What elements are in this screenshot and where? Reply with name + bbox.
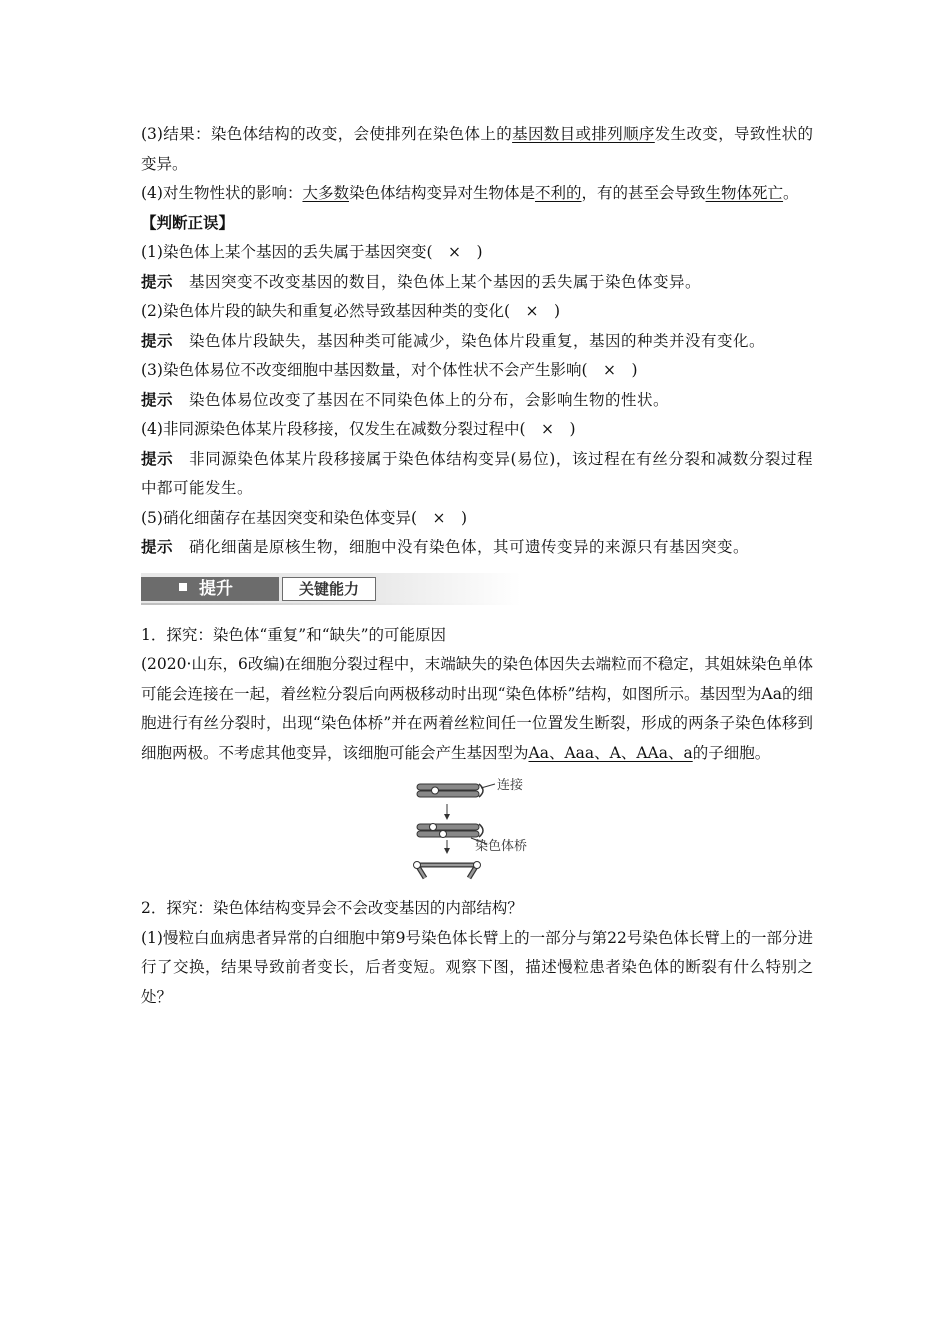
explore1-body: (2020·山东，6改编)在细胞分裂过程中，末端缺失的染色体因失去端粒而不稳定，其姐妹染色单体可能会连接在一起，着丝粒分裂后向两极移动时出现“染色体桥”结构，如图所示。基因型为Aa的细胞进行有丝分裂时，出现“染色体桥”并在两着丝粒间任一位置发生断裂，形成的两条子染色体移到细胞两极。不考虑其他变异，该细胞可能会产生基因型为Aa、Aaa、A、AAa、a的子细胞。 — [141, 655, 813, 762]
judge-list — [141, 238, 813, 563]
section-banner — [141, 573, 521, 605]
judge-hint: 提示 非同源染色体某片段移接属于染色体结构变异(易位)，该过程在有丝分裂和减数分裂过程中都可能发生。 — [141, 449, 813, 497]
blank-answer: 不利的 — [535, 184, 582, 202]
chromosome-bridge — [414, 862, 481, 879]
connect-leader — [481, 784, 495, 788]
blank-answer: 生物体死亡 — [705, 184, 784, 202]
explore2-title: 2．探究：染色体结构变异会不会改变基因的内部结构？ — [141, 899, 523, 917]
blank-answer: 基因数目或排列顺序 — [512, 125, 655, 143]
banner-left: 提升 — [141, 577, 279, 601]
judge-hint: 提示 染色体易位改变了基因在不同染色体上的分布，会影响生物的性状。 — [141, 390, 670, 409]
arrow-down-icon — [444, 804, 450, 820]
banner-divider — [141, 603, 521, 605]
judge-hint: 提示 染色体片段缺失，基因种类可能减少，染色体片段重复，基因的种类并没有变化。 — [141, 331, 766, 350]
blank-answer: 大多数 — [302, 184, 349, 202]
label-connect: 连接 — [497, 778, 524, 793]
section-title-judge: 【判断正误】 — [141, 213, 235, 232]
explore1-title: 1．探究：染色体“重复”和“缺失”的可能原因 — [141, 625, 447, 644]
label-bridge: 染色体桥 — [475, 839, 528, 854]
chromatid-pair-top — [417, 784, 483, 797]
explore2-body: (1)慢粒白血病患者异常的白细胞中第9号染色体长臂上的一部分与第22号染色体长臂上的一部分进行了交换，结果导致前者变长，后者变短。观察下图，描述慢粒患者染色体的断裂有什么特别之处？ — [141, 928, 813, 1006]
banner-right: 关键能力 — [282, 577, 376, 601]
document-body — [141, 120, 813, 1012]
square-icon — [179, 583, 187, 591]
paragraph-result: (3)结果：染色体结构的改变，会使排列在染色体上的基因数目或排列顺序发生改变，导致性状的变异。 — [141, 125, 813, 173]
chromosome-diagram — [409, 778, 549, 882]
judge-hint: 提示 基因突变不改变基因的数目，染色体上某个基因的丢失属于染色体变异。 — [141, 272, 702, 291]
chromatid-pair-middle — [417, 824, 483, 838]
arrow-down-icon — [444, 840, 450, 854]
chromosome-bridge-figure — [141, 778, 813, 882]
paragraph-effect: (4)对生物性状的影响：大多数染色体结构变异对生物体是不利的，有的甚至会导致生物体死亡。 — [141, 184, 799, 202]
blank-answer: Aa、Aaa、A、AAa、a — [528, 743, 693, 762]
judge-question: (4)非同源染色体某片段移接，仅发生在减数分裂过程中( × ) — [141, 420, 576, 438]
judge-question: (3)染色体易位不改变细胞中基因数量，对个体性状不会产生影响( × ) — [141, 361, 638, 379]
judge-question: (2)染色体片段的缺失和重复必然导致基因种类的变化( × ) — [141, 302, 561, 320]
judge-question: (1)染色体上某个基因的丢失属于基因突变( × ) — [141, 243, 483, 261]
judge-hint: 提示 硝化细菌是原核生物，细胞中没有染色体，其可遗传变异的来源只有基因突变。 — [141, 538, 750, 556]
judge-question: (5)硝化细菌存在基因突变和染色体变异( × ) — [141, 508, 468, 527]
